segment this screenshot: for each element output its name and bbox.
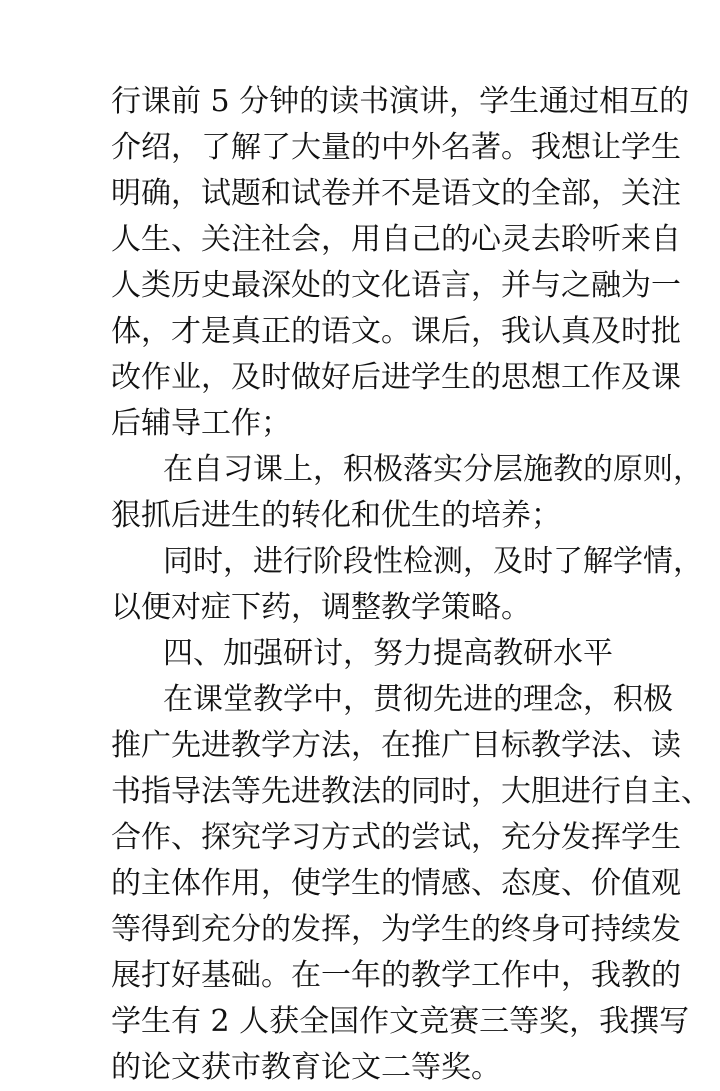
section-heading: 四、加强研讨，努力提高教研水平 (163, 636, 613, 671)
text-line-2: 介绍，了解了大量的中外名著。我想让学生 (111, 130, 681, 165)
text-line-12: 以便对症下药，调整教学策略。 (111, 590, 531, 625)
text-line-20: 展打好基础。在一年的教学工作中，我教的 (111, 958, 681, 993)
text-line-4: 人生、关注社会，用自己的心灵去聆听来自 (111, 222, 681, 257)
text-line-21: 学生有 2 人获全国作文竞赛三等奖，我撰写 (111, 1004, 690, 1039)
text-line-16: 书指导法等先进教法的同时，大胆进行自主、 (111, 774, 711, 809)
text-line-10: 狠抓后进生的转化和优生的培养； (111, 498, 561, 533)
text-line-5: 人类历史最深处的文化语言，并与之融为一 (111, 268, 681, 303)
text-line-18: 的主体作用，使学生的情感、态度、价值观 (111, 866, 681, 901)
text-line-22: 的论文获市教育论文二等奖。 (111, 1050, 501, 1085)
text-line-14: 在课堂教学中，贯彻先进的理念，积极 (163, 682, 673, 717)
text-line-11: 同时，进行阶段性检测，及时了解学情， (163, 544, 703, 579)
document-body (111, 79, 711, 1091)
text-line-19: 等得到充分的发挥，为学生的终身可持续发 (111, 912, 681, 947)
text-line-9: 在自习课上，积极落实分层施教的原则， (163, 452, 703, 487)
text-line-1: 行课前 5 分钟的读书演讲，学生通过相互的 (111, 84, 690, 119)
text-line-3: 明确，试题和试卷并不是语文的全部，关注 (111, 176, 681, 211)
text-line-17: 合作、探究学习方式的尝试，充分发挥学生 (111, 820, 681, 855)
text-line-8: 后辅导工作； (111, 406, 291, 441)
text-line-15: 推广先进教学方法，在推广目标教学法、读 (111, 728, 681, 763)
text-line-6: 体，才是真正的语文。课后，我认真及时批 (111, 314, 681, 349)
text-line-7: 改作业，及时做好后进学生的思想工作及课 (111, 360, 681, 395)
